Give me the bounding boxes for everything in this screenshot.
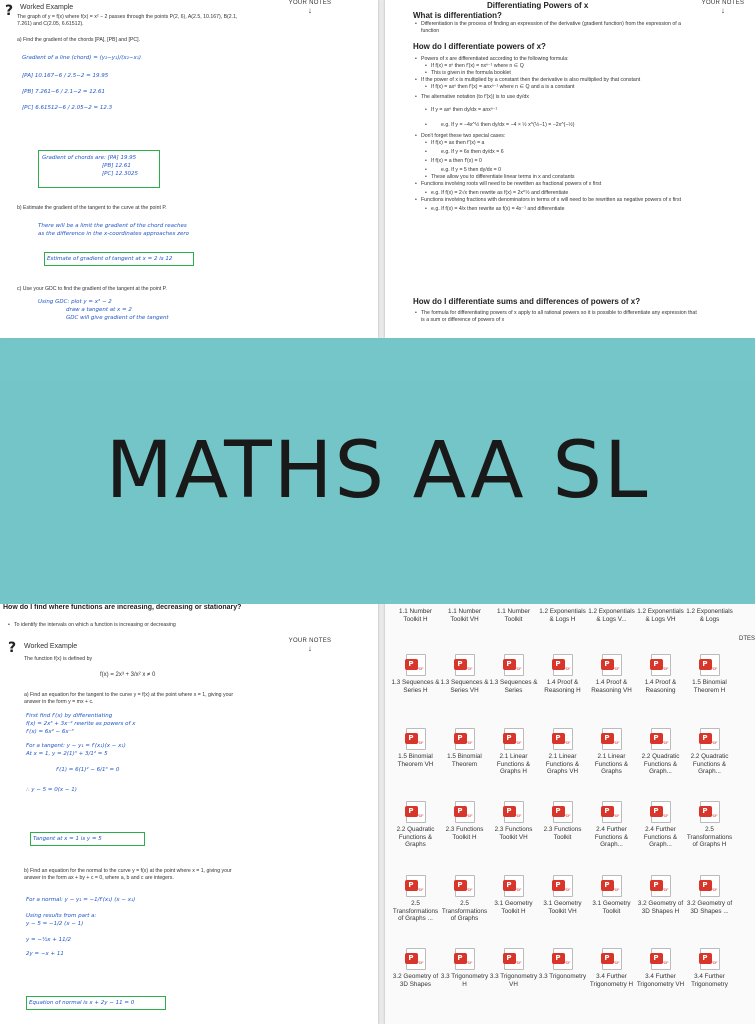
pdf-file-item[interactable]: [391, 728, 440, 776]
file-row-top: [391, 608, 734, 623]
pdf-file-item[interactable]: [489, 948, 538, 988]
pdf-file-item[interactable]: [538, 608, 587, 623]
file-row: [391, 728, 734, 776]
pdf-file-label: 2.1 Linear Functions & Graphs: [594, 753, 629, 776]
pdf-file-icon: P PDF: [700, 875, 720, 897]
pdf-file-icon: P PDF: [651, 875, 671, 897]
part-b-question: b) Estimate the gradient of the tangent to the curve at the point P.: [17, 205, 167, 211]
worked-example-heading: Worked Example: [24, 643, 78, 650]
file-row: [391, 875, 734, 923]
pdf-file-icon: P PDF: [553, 728, 573, 750]
pdf-file-item[interactable]: [391, 654, 440, 694]
pdf-file-label: 1.4 Proof & Reasoning H: [544, 679, 581, 694]
pdf-file-item[interactable]: [636, 948, 685, 988]
notes-page-differentiating-powers: [385, 0, 755, 338]
section-heading-powers: How do I differentiate powers of x?: [413, 42, 546, 51]
pdf-file-item[interactable]: [538, 654, 587, 694]
pdf-file-label: 2.2 Quadratic Functions & Graph...: [641, 753, 680, 776]
pdf-file-icon: P PDF: [602, 801, 622, 823]
pdf-file-item[interactable]: [391, 875, 440, 923]
pdf-file-icon: P PDF: [504, 875, 524, 897]
pdf-file-item[interactable]: [440, 875, 489, 923]
pdf-file-icon: P PDF: [455, 875, 475, 897]
pdf-file-icon: P PDF: [455, 948, 475, 970]
question-intro: The function f(x) is defined by: [24, 656, 93, 662]
pdf-file-item[interactable]: [587, 801, 636, 849]
pdf-file-item[interactable]: [391, 948, 440, 988]
pdf-file-icon: P PDF: [504, 654, 524, 676]
pdf-file-label: 1.5 Binomial Theorem VH: [397, 753, 434, 768]
banner-title: MATHS AA SL: [105, 426, 650, 516]
pdf-file-item[interactable]: [685, 948, 734, 988]
pdf-file-item[interactable]: [636, 875, 685, 923]
pdf-file-item[interactable]: [538, 875, 587, 923]
pdf-file-label: 2.1 Linear Functions & Graphs H: [496, 753, 531, 776]
pdf-file-icon: P PDF: [651, 654, 671, 676]
part-a-working: Gradient of a line (chord) = (y₂−y₁)/(x₂−x₁) [PA] 10.167−6 / 2.5−2 = 19.95 [PB] 7.261−6 / 2.1−2 = 12.61 [PC] 6.61512−6 / 2.05−2 = 12.3: [22, 55, 142, 111]
pdf-file-item[interactable]: [587, 728, 636, 776]
section-heading-sums: How do I differentiate sums and differences of powers of x?: [413, 297, 641, 306]
part-b-answer-box: Equation of normal is x + 2y − 11 = 0: [26, 996, 166, 1010]
your-notes-label: YOUR NOTES ↓: [288, 638, 332, 653]
pdf-file-item[interactable]: [440, 801, 489, 849]
pdf-file-item[interactable]: [538, 801, 587, 849]
part-a-working: First find f′(x) by differentiating f(x) = 2x³ + 3x⁻² rewrite as powers of x f′(x) = 6x² − 6x⁻³ For a tangent: y − y₁ = f′(x₁)(x − x₁) At x = 1, y = 2(1)³ + 3/1² = 5 f′(1) = 6(1)² − 6/1³ = 0 ∴ y − 5 = 0(x − 1): [26, 713, 136, 793]
pdf-file-item[interactable]: [440, 948, 489, 988]
pdf-file-icon: P PDF: [406, 801, 426, 823]
pdf-file-icon: P PDF: [406, 728, 426, 750]
page-title: Differentiating Powers of x: [487, 1, 589, 10]
pdf-file-label: 2.5 Transformations of Graphs: [441, 900, 488, 923]
pdf-file-label: 3.4 Further Trigonometry H: [589, 973, 634, 988]
section-increasing-body: • To identify the intervals on which a function is increasing or decreasing: [6, 622, 246, 629]
pdf-file-label: 2.4 Further Functions & Graph...: [643, 826, 678, 849]
pdf-file-icon: P PDF: [651, 948, 671, 970]
pdf-file-label: 3.4 Further Trigonometry: [691, 973, 728, 988]
worksheet-page-tangent-normal: [0, 600, 378, 1024]
pdf-file-item[interactable]: [685, 801, 734, 849]
pdf-file-item[interactable]: [587, 948, 636, 988]
file-browser-grid: [385, 600, 755, 1024]
pdf-file-item[interactable]: [489, 728, 538, 776]
part-a-question: a) Find an equation for the tangent to the curve y = f(x) at the point where x = 1, giving your answer in the form y = mx + c.: [24, 692, 234, 705]
pdf-file-label: 3.2 Geometry of 3D Shapes H: [637, 900, 684, 915]
pdf-file-icon: P PDF: [602, 948, 622, 970]
pdf-file-icon: P PDF: [651, 728, 671, 750]
pdf-file-item[interactable]: [538, 948, 587, 988]
pdf-file-label: 1.5 Binomial Theorem H: [692, 679, 727, 694]
pdf-file-icon: P PDF: [602, 875, 622, 897]
pdf-file-item[interactable]: [685, 728, 734, 776]
section-what-is-body: • Differentiation is the process of finding an expression of the derivative (gradient function) from the expression of a function: [413, 21, 693, 35]
pdf-file-icon: P PDF: [553, 948, 573, 970]
pdf-file-icon: P PDF: [504, 801, 524, 823]
pdf-file-label: 1.2 Exponentials & Logs H: [539, 608, 586, 623]
pdf-file-label: 1.3 Sequences & Series VH: [440, 679, 489, 694]
pdf-file-label: 3.3 Trigonometry: [538, 973, 587, 980]
part-a-question: a) Find the gradient of the chords [PA], [PB] and [PC].: [17, 37, 141, 43]
pdf-file-label: 2.1 Linear Functions & Graphs VH: [545, 753, 580, 776]
pdf-file-label: 3.1 Geometry Toolkit H: [494, 900, 533, 915]
pdf-file-icon: P PDF: [553, 654, 573, 676]
pdf-file-icon: P PDF: [651, 801, 671, 823]
worksheet-page-gradient: [0, 0, 378, 338]
question-mark-icon: ?: [8, 640, 17, 656]
pdf-file-label: 2.4 Further Functions & Graph...: [594, 826, 629, 849]
pdf-file-item[interactable]: [489, 875, 538, 923]
pdf-file-icon: P PDF: [406, 875, 426, 897]
section-sums-body: • The formula for differentiating powers of x apply to all rational powers so it is possible to differentiate any expression that is a sum or difference of powers of x: [413, 310, 698, 324]
pdf-file-label: 3.3 Trigonometry VH: [489, 973, 538, 988]
pdf-file-item[interactable]: [391, 608, 440, 623]
pdf-file-label: 1.3 Sequences & Series H: [391, 679, 440, 694]
pdf-file-item[interactable]: [636, 801, 685, 849]
pdf-file-label: 1.3 Sequences & Series: [489, 679, 538, 694]
pdf-file-item[interactable]: [440, 728, 489, 776]
pdf-file-label: 2.3 Functions Toolkit: [543, 826, 582, 841]
title-banner: [0, 338, 755, 604]
part-a-answer-box: Tangent at x = 1 is y = 5: [30, 832, 145, 846]
pdf-file-label: 1.4 Proof & Reasoning VH: [591, 679, 632, 694]
question-mark-icon: ?: [5, 3, 14, 19]
pdf-file-item[interactable]: [440, 654, 489, 694]
pdf-file-item[interactable]: [587, 608, 636, 623]
pdf-file-item[interactable]: [489, 801, 538, 849]
pdf-file-icon: P PDF: [700, 654, 720, 676]
part-c-working: Using GDC: plot y = x³ − 2 draw a tangent at x = 2 GDC will give gradient of the tangent: [38, 299, 169, 321]
pdf-file-item[interactable]: [587, 875, 636, 923]
pdf-file-label: 2.2 Quadratic Functions & Graph...: [690, 753, 729, 776]
pdf-file-label: 1.5 Binomial Theorem: [447, 753, 482, 768]
part-a-answer-box: Gradient of chords are: [PA] 19.95 [PB] 12.61 [PC] 12.3025: [38, 150, 160, 188]
file-row: [391, 801, 734, 849]
function-definition: f(x) = 2x³ + 3/x² x ≠ 0: [100, 672, 156, 678]
pdf-file-icon: P PDF: [455, 801, 475, 823]
pdf-file-item[interactable]: [685, 654, 734, 694]
pdf-file-label: 2.2 Quadratic Functions & Graphs: [396, 826, 435, 849]
pdf-file-item[interactable]: [685, 875, 734, 923]
pdf-file-icon: P PDF: [455, 654, 475, 676]
pdf-file-label: 1.1 Number Toolkit VH: [448, 608, 481, 623]
pdf-file-icon: P PDF: [504, 728, 524, 750]
pdf-file-label: 3.1 Geometry Toolkit VH: [543, 900, 582, 915]
part-b-answer-box: Estimate of gradient of tangent at x = 2 is 12: [44, 252, 194, 266]
pdf-file-label: 2.3 Functions Toolkit VH: [494, 826, 533, 841]
your-notes-label: YOUR NOTES ↓: [701, 0, 745, 15]
section-heading-what-is: What is differentiation?: [413, 11, 502, 20]
pdf-file-item[interactable]: [636, 728, 685, 776]
pdf-file-label: 3.2 Geometry of 3D Shapes: [392, 973, 439, 988]
pdf-file-icon: P PDF: [700, 728, 720, 750]
pdf-file-item[interactable]: [440, 608, 489, 623]
pdf-file-icon: P PDF: [700, 948, 720, 970]
pdf-file-label: 1.2 Exponentials & Logs: [686, 608, 733, 623]
pdf-file-label: 3.1 Geometry Toolkit: [592, 900, 631, 915]
pdf-file-icon: P PDF: [553, 875, 573, 897]
pdf-file-item[interactable]: [489, 608, 538, 623]
pdf-file-icon: P PDF: [602, 728, 622, 750]
pdf-file-label: 2.5 Transformations of Graphs H: [686, 826, 733, 849]
pdf-file-item[interactable]: [587, 654, 636, 694]
pdf-file-label: 1.2 Exponentials & Logs VH: [637, 608, 684, 623]
worked-example-heading: Worked Example: [20, 4, 74, 11]
pdf-file-item[interactable]: [685, 608, 734, 623]
pdf-file-icon: P PDF: [553, 801, 573, 823]
part-b-working: For a normal: y − y₁ = −1/f′(x₁) (x − x₁) Using results from part a: y − 5 = −1/2 (x − 1) y = −½x + 11/2 2y = −x + 11: [26, 897, 136, 957]
pdf-file-icon: P PDF: [455, 728, 475, 750]
pdf-file-label: 1.4 Proof & Reasoning: [644, 679, 677, 694]
pdf-file-icon: P PDF: [406, 948, 426, 970]
pdf-file-icon: P PDF: [602, 654, 622, 676]
pdf-file-item[interactable]: [489, 654, 538, 694]
pdf-file-item[interactable]: [538, 728, 587, 776]
pdf-file-label: 3.4 Further Trigonometry VH: [636, 973, 685, 988]
section-powers-body: • Powers of x are differentiated according to the following formula: • If f(x) = xⁿ then f′(x) = nxⁿ⁻¹ where n ∈ Q • This is given in the formula booklet • If the power of x is multiplied by a constant then the derivative is also multiplied by that constant • If f(x) = axⁿ then f′(x) = anxⁿ⁻¹ where n ∈ Q and a is a constant • The alternative notation (to f′(x)) is to use dy/dx • If y = axⁿ then dy/dx = anxⁿ⁻¹ • e.g. If y = −4x^½ then dy/dx = −4 × ½ x^(½−1) = −2x^(−½) • Don't forget these two special cases: • If f(x) = ax then f′(x) = a • e.g. If y = 6x then dy/dx = 6 • If f(x) = a then f′(x) = 0 • e.g. If y = 5 then dy/dx = 0 • These allow you to differentiate linear terms in x and constants • Functions involving roots will need to be rewritten as fractional powers of x first • e.g. If f(x) = 2√x then rewrite as f(x) = 2x^½ and differentiate • Functions involving fractions with denominators in terms of x will need to be rewritten as negative powers of x first • e.g. If f(x) = 4/x then rewrite as f(x) = 4x⁻¹ and differentiate: [413, 56, 698, 213]
pdf-file-item[interactable]: [636, 608, 685, 623]
question-intro: The graph of y = f(x) where f(x) = x² − 2 passes through the points P(2, 6), A(2.5, 10.167), B(2.1, 7.261) and C(2.05, 6.61512).: [17, 14, 238, 27]
pdf-file-item[interactable]: [636, 654, 685, 694]
file-row: [391, 948, 734, 988]
part-c-question: c) Use your GDC to find the gradient of the tangent at the point P.: [17, 286, 167, 292]
pdf-file-icon: P PDF: [700, 801, 720, 823]
pdf-file-item[interactable]: [391, 801, 440, 849]
pdf-file-label: 1.1 Number Toolkit H: [399, 608, 432, 623]
pdf-file-label: 2.3 Functions Toolkit H: [445, 826, 484, 841]
file-row: [391, 654, 734, 694]
pdf-file-label: 3.2 Geometry of 3D Shapes ...: [686, 900, 733, 915]
part-b-working: There will be a limit the gradient of the chord reaches as the difference in the x-coordinates approaches zero: [38, 223, 189, 237]
pdf-file-label: 3.3 Trigonometry H: [440, 973, 489, 988]
notes-side-label: DTES: [738, 636, 755, 642]
pdf-file-label: 1.1 Number Toolkit: [497, 608, 530, 623]
pdf-file-label: 1.2 Exponentials & Logs V...: [588, 608, 635, 623]
your-notes-label: YOUR NOTES ↓: [288, 0, 332, 15]
pdf-file-icon: P PDF: [406, 654, 426, 676]
pdf-file-label: 2.5 Transformations of Graphs ...: [392, 900, 439, 923]
pdf-file-icon: P PDF: [504, 948, 524, 970]
section-heading-increasing: How do I find where functions are increasing, decreasing or stationary?: [3, 604, 242, 611]
part-b-question: b) Find an equation for the normal to the curve y = f(x) at the point where x = 1, giving your answer in the form ax + by + c = 0, where a, b and c are integers.: [24, 868, 232, 881]
